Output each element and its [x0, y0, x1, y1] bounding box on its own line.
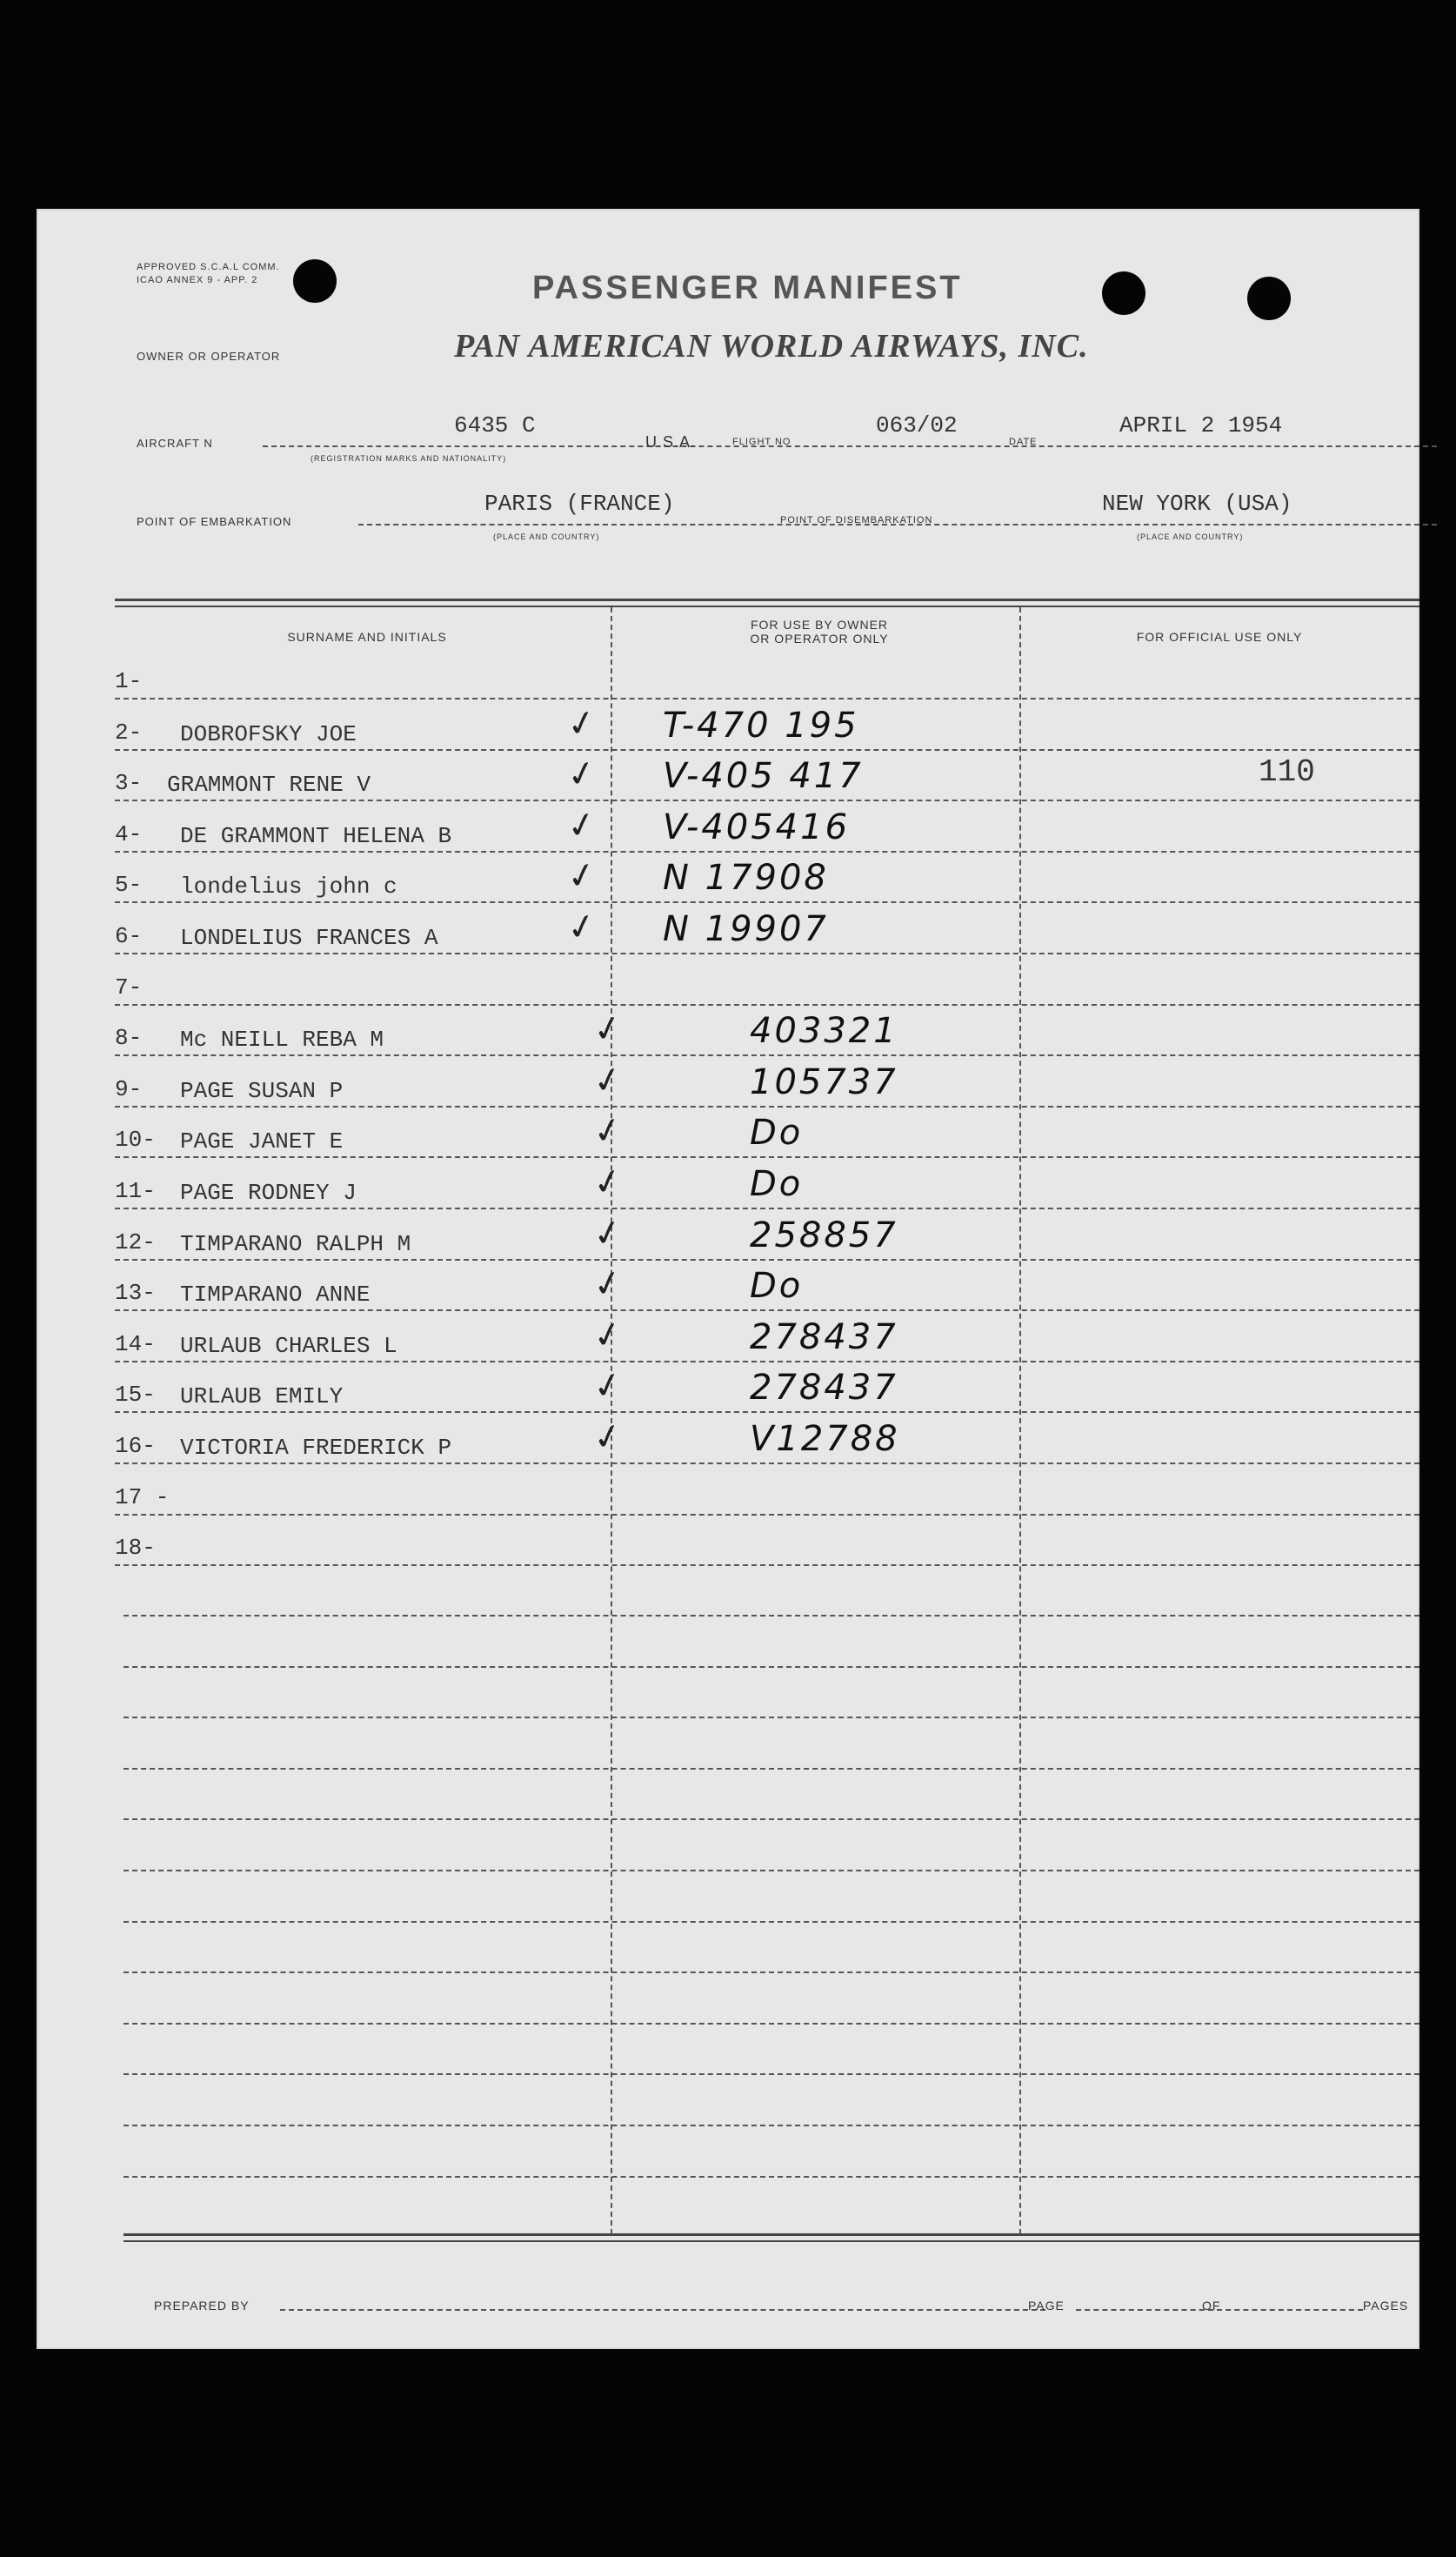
blank-row-line — [124, 1921, 1419, 1923]
embarkation-sublabel: (PLACE AND COUNTRY) — [493, 532, 600, 541]
check-mark: ✓ — [563, 752, 600, 797]
prepared-by-line — [280, 2309, 1045, 2311]
row-line — [115, 901, 1419, 903]
blank-row-line — [124, 1666, 1419, 1668]
column-header-official: FOR OFFICIAL USE ONLY — [1136, 630, 1303, 644]
check-mark: ✓ — [563, 905, 600, 950]
row-number: 15- — [115, 1382, 156, 1408]
row-number: 12- — [115, 1229, 156, 1255]
passenger-name: URLAUB EMILY — [180, 1383, 344, 1409]
check-mark: ✓ — [589, 1211, 626, 1256]
passenger-name: LONDELIUS FRANCES A — [180, 925, 438, 951]
page-label: PAGE — [1028, 2299, 1065, 2313]
aircraft-label: AIRCRAFT N — [137, 437, 213, 450]
punch-hole-right-1 — [1102, 271, 1145, 315]
passenger-name: Mc NEILL REBA M — [180, 1027, 384, 1053]
passenger-name: DE GRAMMONT HELENA B — [180, 823, 452, 849]
row-number: 18- — [115, 1535, 156, 1561]
row-number: 5- — [115, 872, 143, 898]
row-number: 11- — [115, 1178, 156, 1204]
date-label: DATE — [1009, 437, 1038, 447]
check-mark: ✓ — [563, 853, 600, 899]
table-bottom-rule-2 — [124, 2240, 1419, 2242]
check-mark: ✓ — [563, 701, 600, 746]
passport-code: N 17908 — [663, 858, 829, 898]
row-line — [115, 1259, 1419, 1261]
blank-row-line — [124, 1971, 1419, 1973]
row-number: 13- — [115, 1280, 156, 1306]
passport-code: 105737 — [750, 1062, 898, 1102]
manifest-sheet — [37, 209, 1419, 2349]
page-count-line — [1076, 2309, 1363, 2311]
row-line — [115, 1463, 1419, 1464]
check-mark: ✓ — [563, 803, 600, 848]
passenger-name: TIMPARANO RALPH M — [180, 1231, 411, 1257]
aircraft-sublabel: (REGISTRATION MARKS AND NATIONALITY) — [311, 454, 507, 463]
passport-code: 258857 — [750, 1215, 898, 1255]
row-line — [115, 1309, 1419, 1311]
row-line — [115, 1208, 1419, 1209]
row-number: 1- — [115, 668, 143, 694]
row-number: 6- — [115, 923, 143, 949]
check-mark: ✓ — [589, 1313, 626, 1358]
punch-hole-right-2 — [1247, 277, 1291, 320]
row-line — [115, 1156, 1419, 1158]
passport-code: N 19907 — [663, 909, 829, 949]
check-mark: ✓ — [589, 1363, 626, 1409]
row-line — [115, 1564, 1419, 1566]
row-line — [115, 851, 1419, 853]
blank-row-line — [124, 1818, 1419, 1820]
passenger-name: TIMPARANO ANNE — [180, 1282, 371, 1308]
row-number: 8- — [115, 1025, 143, 1051]
passport-code: Do — [750, 1266, 804, 1306]
passenger-name: PAGE SUSAN P — [180, 1078, 344, 1104]
aircraft-number: 6435 C — [454, 412, 536, 438]
flight-number: 063/02 — [876, 412, 958, 438]
passenger-name: VICTORIA FREDERICK P — [180, 1435, 452, 1461]
punch-hole-left — [293, 259, 337, 303]
passenger-name: URLAUB CHARLES L — [180, 1333, 397, 1359]
row-line — [115, 749, 1419, 751]
row-line — [115, 698, 1419, 699]
blank-row-line — [124, 1768, 1419, 1770]
embarkation-point: PARIS (FRANCE) — [484, 491, 675, 517]
disembarkation-label: POINT OF DISEMBARKATION — [780, 515, 933, 525]
passport-code: 278437 — [750, 1317, 898, 1357]
passport-code: 403321 — [750, 1011, 898, 1051]
of-label: OF — [1202, 2299, 1221, 2313]
check-mark: ✓ — [589, 1007, 626, 1052]
row-number: 2- — [115, 720, 143, 746]
passenger-name: GRAMMONT RENE V — [167, 772, 371, 798]
column-header-surname: SURNAME AND INITIALS — [287, 630, 447, 644]
row-line — [115, 1514, 1419, 1516]
table-top-rule — [115, 599, 1419, 601]
approval-stamp: APPROVED S.C.A.L COMM. ICAO ANNEX 9 - APP. 2 — [137, 262, 280, 285]
check-mark: ✓ — [589, 1160, 626, 1205]
passenger-name: PAGE RODNEY J — [180, 1180, 357, 1206]
embarkation-label: POINT OF EMBARKATION — [137, 515, 292, 528]
check-mark: ✓ — [589, 1058, 626, 1103]
row-number: 17 - — [115, 1484, 170, 1510]
passport-code: V12788 — [750, 1419, 900, 1459]
row-number: 3- — [115, 770, 143, 796]
row-number: 4- — [115, 821, 143, 847]
check-mark: ✓ — [589, 1415, 626, 1460]
check-mark: ✓ — [589, 1108, 626, 1154]
row-line — [115, 1106, 1419, 1108]
blank-row-line — [124, 2073, 1419, 2075]
blank-row-line — [124, 1615, 1419, 1617]
passport-code: V-405 417 — [663, 756, 864, 796]
passport-code: Do — [750, 1164, 804, 1204]
table-bottom-rule — [124, 2233, 1419, 2236]
row-number: 7- — [115, 974, 143, 1001]
row-line — [115, 1361, 1419, 1362]
row-number: 16- — [115, 1433, 156, 1459]
row-line — [115, 1004, 1419, 1006]
blank-row-line — [124, 2176, 1419, 2178]
passenger-name: DOBROFSKY JOE — [180, 721, 357, 747]
nationality: U.S.A. — [645, 433, 697, 451]
row-number: 10- — [115, 1127, 156, 1153]
passport-code: 278437 — [750, 1368, 898, 1408]
aircraft-line — [263, 445, 1437, 447]
passenger-name: PAGE JANET E — [180, 1128, 344, 1155]
disembarkation-sublabel: (PLACE AND COUNTRY) — [1137, 532, 1244, 541]
row-number: 14- — [115, 1331, 156, 1357]
row-number: 9- — [115, 1076, 143, 1102]
prepared-by-label: PREPARED BY — [154, 2299, 250, 2313]
official-use-value: 110 — [1259, 754, 1315, 790]
passenger-name: londelius john c — [180, 874, 397, 900]
page-title: PASSENGER MANIFEST — [532, 270, 963, 306]
row-line — [115, 953, 1419, 954]
disembarkation-point: NEW YORK (USA) — [1102, 491, 1292, 517]
flight-date: APRIL 2 1954 — [1119, 412, 1283, 438]
blank-row-line — [124, 1870, 1419, 1871]
owner-label: OWNER OR OPERATOR — [137, 350, 281, 363]
passport-code: Do — [750, 1113, 804, 1153]
blank-row-line — [124, 1717, 1419, 1718]
blank-row-line — [124, 2125, 1419, 2126]
passport-code: V-405416 — [663, 807, 851, 847]
flight-label: FLIGHT NO — [732, 437, 791, 447]
check-mark: ✓ — [589, 1262, 626, 1307]
passport-code: T-470 195 — [663, 706, 859, 746]
column-header-owner-use: FOR USE BY OWNER OR OPERATOR ONLY — [750, 618, 889, 646]
row-line — [115, 1054, 1419, 1056]
row-line — [115, 1411, 1419, 1413]
blank-row-line — [124, 2023, 1419, 2025]
table-top-rule-2 — [115, 606, 1419, 607]
pages-label: PAGES — [1363, 2299, 1409, 2313]
airline-name: PAN AMERICAN WORLD AIRWAYS, INC. — [454, 328, 1089, 365]
row-line — [115, 800, 1419, 801]
